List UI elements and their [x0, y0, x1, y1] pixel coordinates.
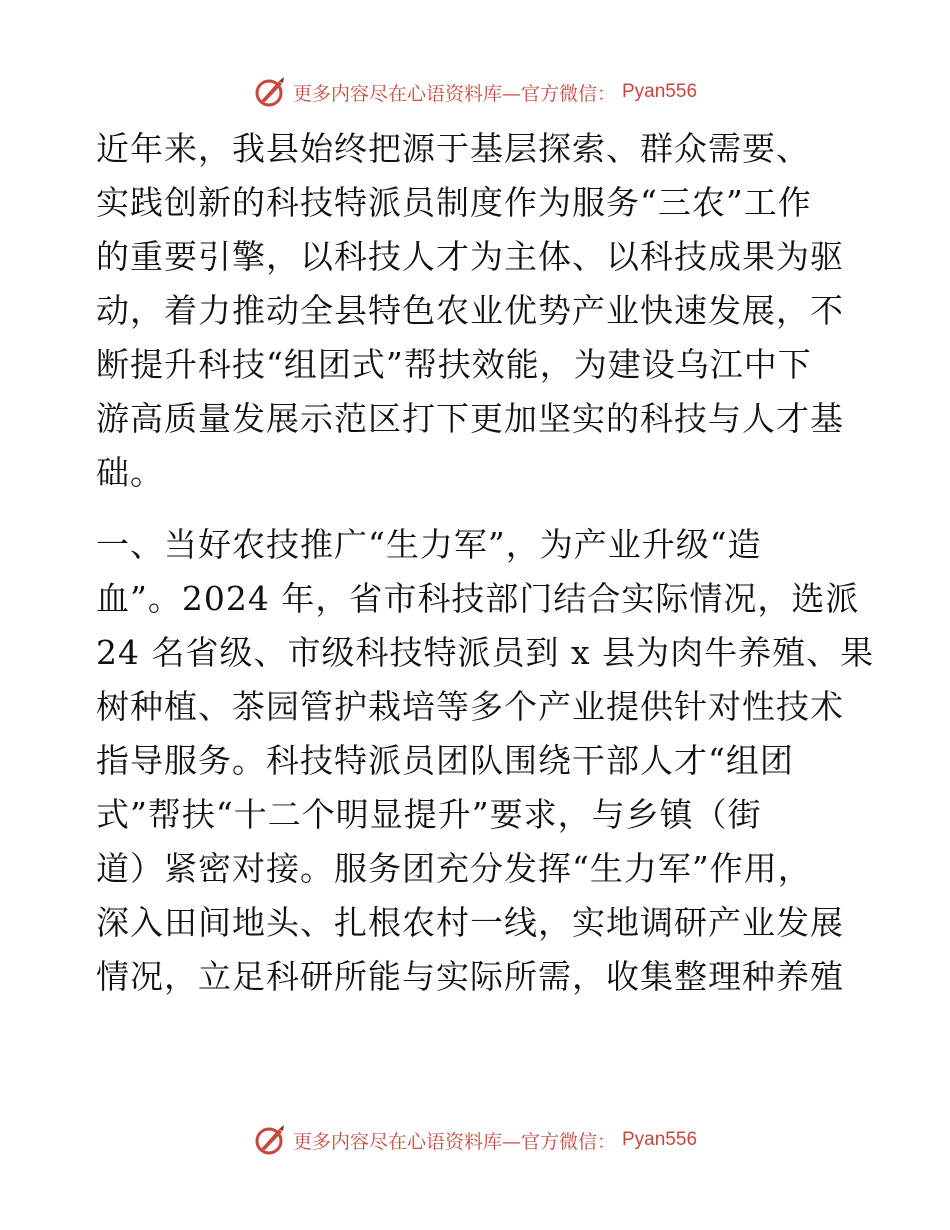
- text-line: 动，着力推动全县特色农业优势产业快速发展，不: [96, 291, 844, 330]
- footer-watermark: [0, 1120, 950, 1160]
- text-line: 一、当好农技推广“生力军”，为产业升级“造: [96, 525, 762, 564]
- watermark-text: 更多内容尽在心语资料库—官方微信：: [292, 1130, 616, 1153]
- watermark-wechat-id: Pyan556: [622, 81, 698, 102]
- paragraph-section-one: [96, 518, 875, 1004]
- text-line: 血”。2024 年，省市科技部门结合实际情况，选派: [96, 579, 860, 618]
- text-line: 的重要引擎，以科技人才为主体、以科技成果为驱: [96, 237, 844, 276]
- text-line: 指导服务。科技特派员团队围绕干部人才“组团: [96, 741, 794, 780]
- text-line: 实践创新的科技特派员制度作为服务“三农”工作: [96, 183, 812, 222]
- text-line: 深入田间地头、扎根农村一线，实地调研产业发展: [96, 903, 844, 942]
- text-line: 游高质量发展示范区打下更加坚实的科技与人才基: [96, 399, 844, 438]
- text-line: 础。: [96, 453, 164, 492]
- text-line: 近年来，我县始终把源于基层探索、群众需要、: [96, 129, 810, 168]
- watermark-text: 更多内容尽在心语资料库—官方微信：: [292, 82, 616, 105]
- watermark-wechat-id: Pyan556: [622, 1129, 698, 1150]
- text-line: 树种植、茶园管护栽培等多个产业提供针对性技术: [96, 687, 844, 726]
- text-line: 24 名省级、市级科技特派员到 x 县为肉牛养殖、果: [96, 633, 875, 672]
- text-line: 断提升科技“组团式”帮扶效能，为建设乌江中下: [96, 345, 812, 384]
- document-body: [96, 122, 875, 1004]
- quill-logo-icon: [253, 1123, 287, 1157]
- text-line: 情况，立足科研所能与实际所需，收集整理种养殖: [96, 957, 844, 996]
- header-watermark: [0, 72, 950, 112]
- text-line: 式”帮扶“十二个明显提升”要求，与乡镇（街: [96, 795, 762, 834]
- text-line: 道）紧密对接。服务团充分发挥“生力军”作用，: [96, 849, 812, 888]
- quill-logo-icon: [253, 75, 287, 109]
- paragraph-spacer: [96, 500, 856, 518]
- paragraph-intro: [96, 122, 856, 500]
